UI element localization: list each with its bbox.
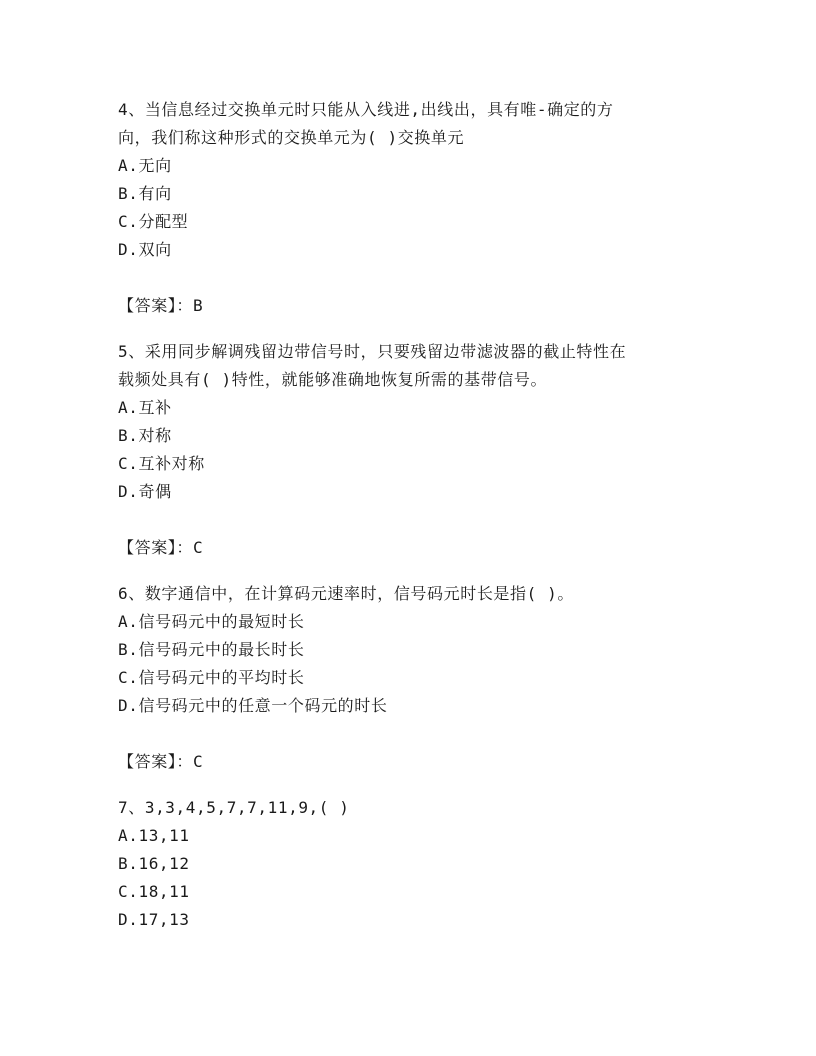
option-d: D.信号码元中的任意一个码元的时长 (118, 696, 388, 715)
question-text: 4、当信息经过交换单元时只能从入线进,出线出，具有唯-确定的方 (118, 100, 614, 119)
option-d: D.17,13 (118, 910, 190, 929)
question-text: 6、数字通信中，在计算码元速率时，信号码元时长是指( )。 (118, 584, 574, 603)
document-page (118, 96, 698, 934)
question-5 (118, 338, 698, 562)
answer-line: 【答案】：B (118, 296, 204, 315)
question-text: 向，我们称这种形式的交换单元为( )交换单元 (118, 128, 465, 147)
option-a: A.13,11 (118, 826, 190, 845)
option-a: A.无向 (118, 156, 172, 175)
question-7 (118, 794, 698, 934)
question-4 (118, 96, 698, 320)
option-b: B.16,12 (118, 854, 190, 873)
question-text: 7、3,3,4,5,7,7,11,9,( ) (118, 798, 350, 817)
question-text: 载频处具有( )特性，就能够准确地恢复所需的基带信号。 (118, 370, 548, 389)
option-d: D.双向 (118, 240, 172, 259)
option-d: D.奇偶 (118, 482, 172, 501)
question-6 (118, 580, 698, 776)
option-c: C.18,11 (118, 882, 190, 901)
option-c: C.互补对称 (118, 454, 205, 473)
option-c: C.信号码元中的平均时长 (118, 668, 305, 687)
option-a: A.信号码元中的最短时长 (118, 612, 305, 631)
option-c: C.分配型 (118, 212, 189, 231)
option-a: A.互补 (118, 398, 172, 417)
option-b: B.信号码元中的最长时长 (118, 640, 305, 659)
option-b: B.对称 (118, 426, 172, 445)
answer-line: 【答案】：C (118, 752, 204, 771)
answer-line: 【答案】：C (118, 538, 204, 557)
option-b: B.有向 (118, 184, 172, 203)
question-text: 5、采用同步解调残留边带信号时，只要残留边带滤波器的截止特性在 (118, 342, 627, 361)
